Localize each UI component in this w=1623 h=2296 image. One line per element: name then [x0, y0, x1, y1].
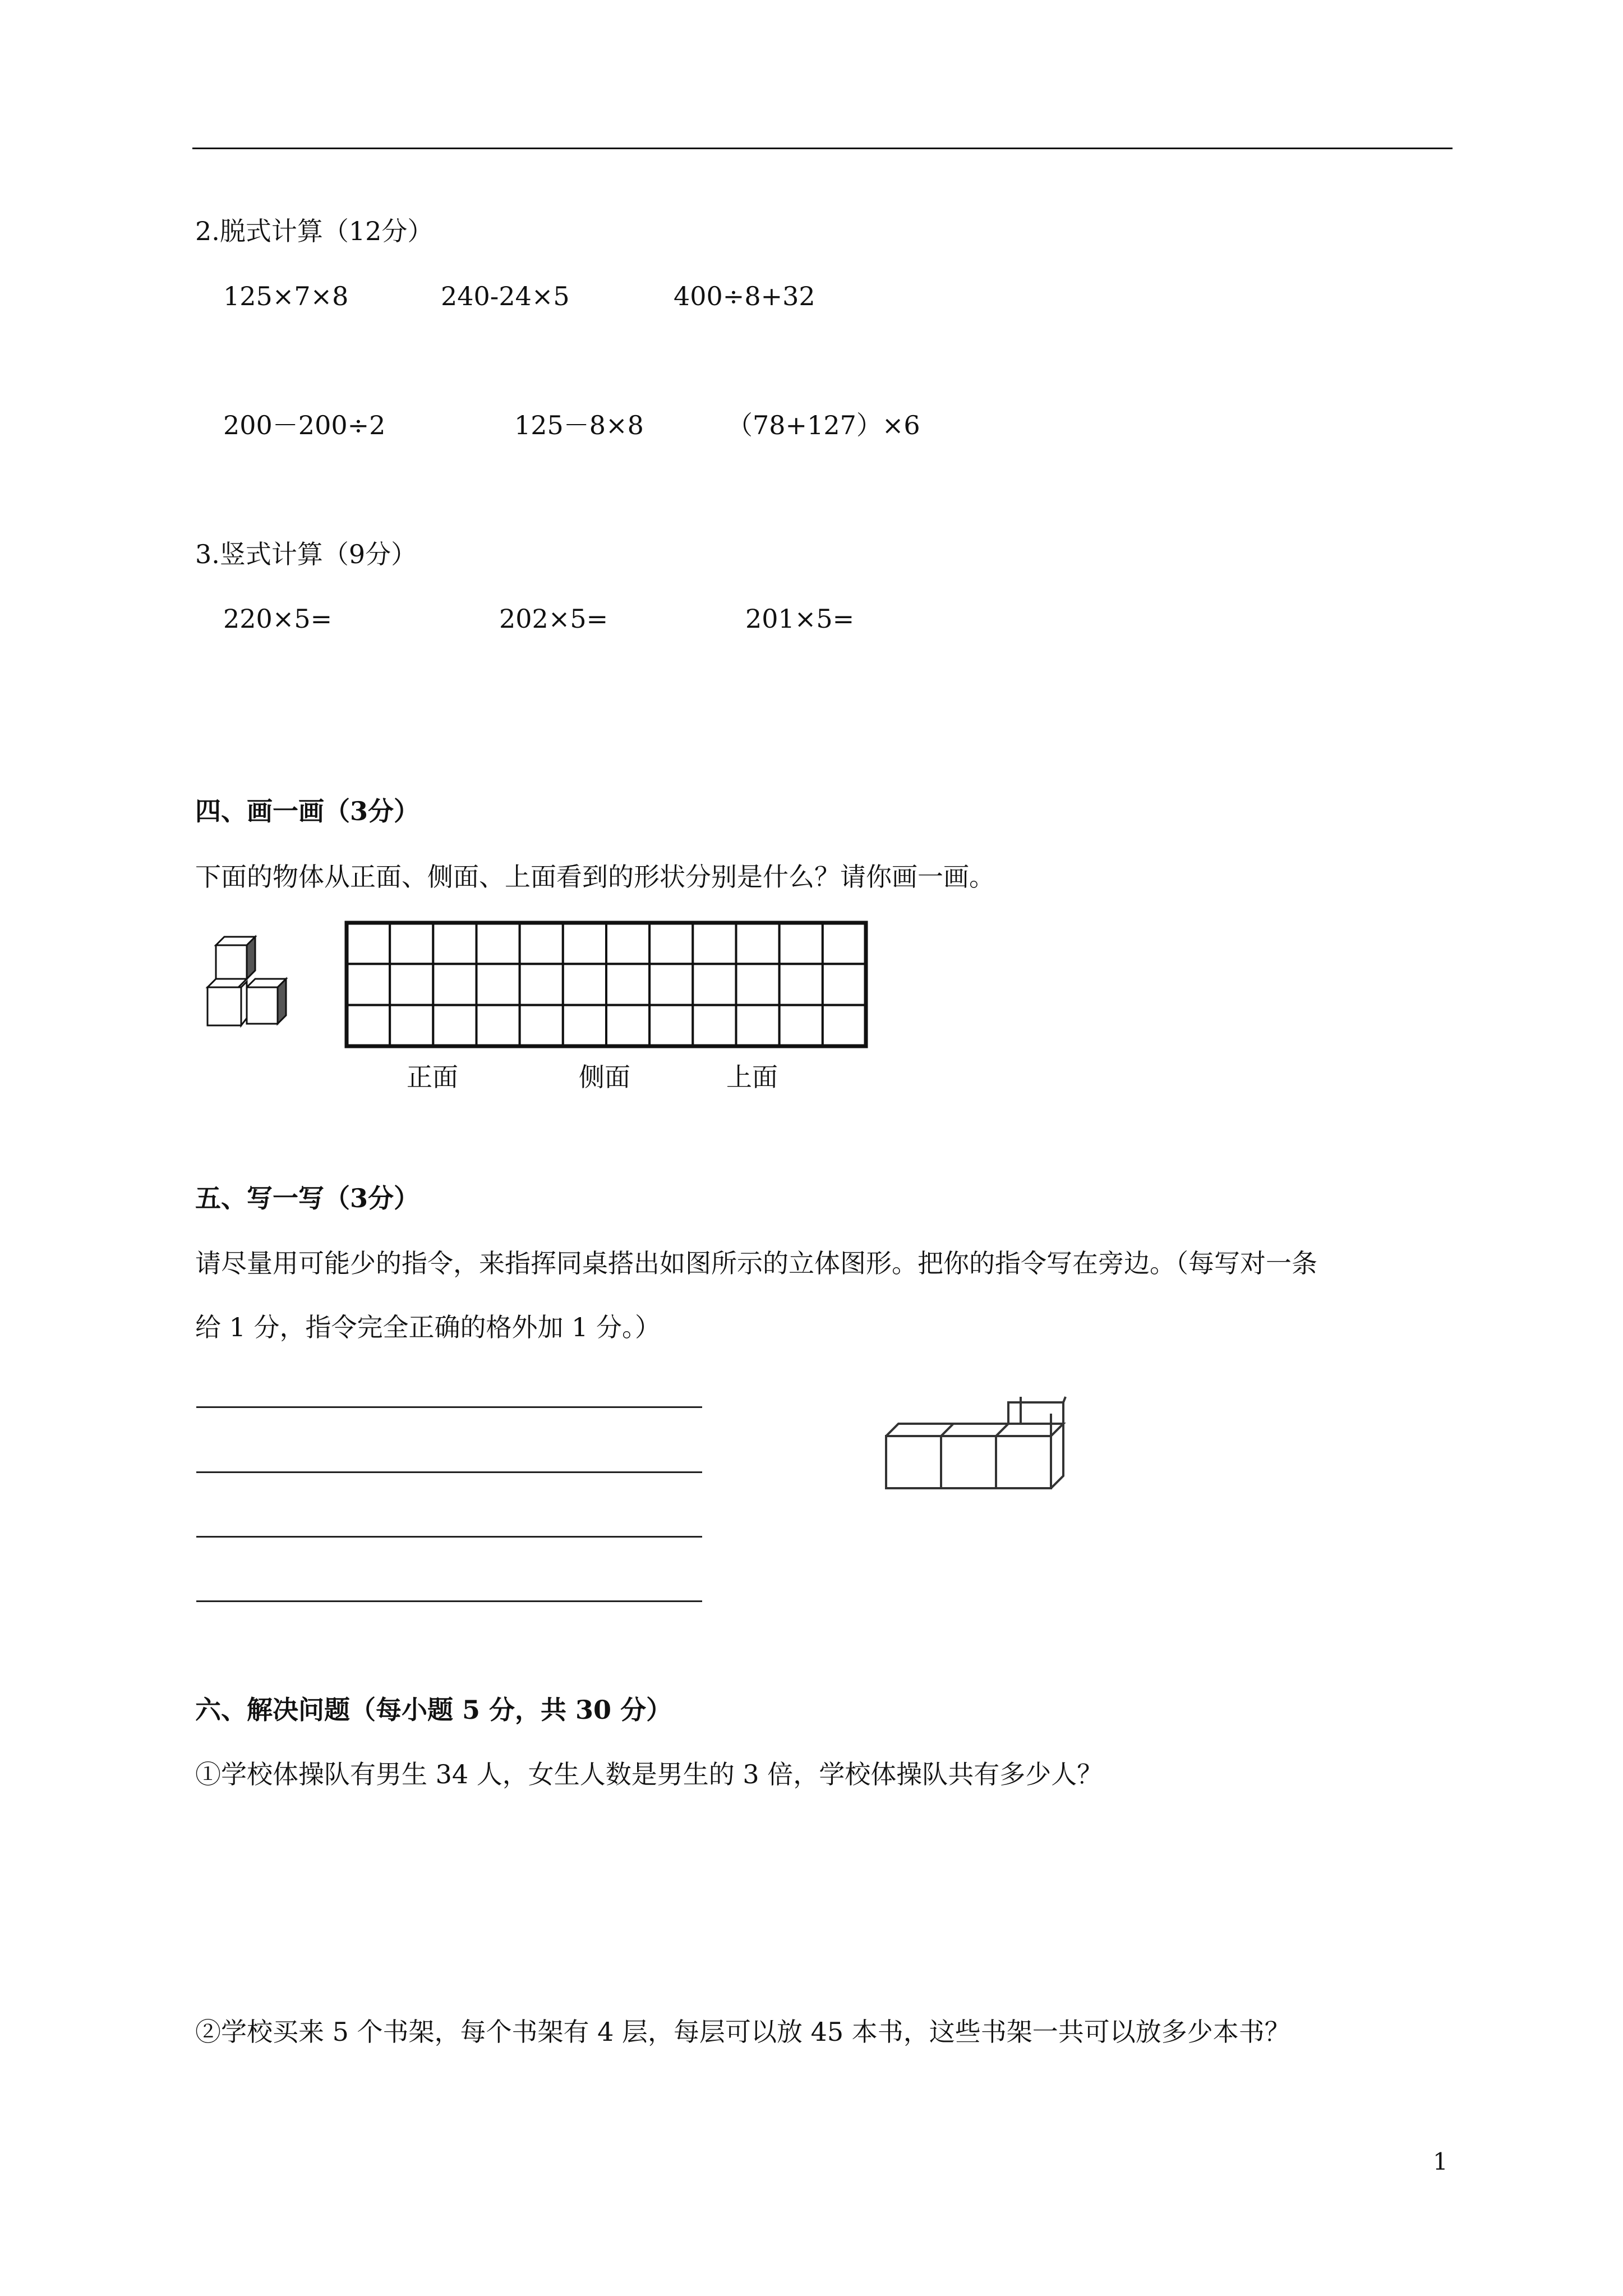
grid-cell[interactable] [433, 1005, 476, 1046]
grid-cell[interactable] [347, 1005, 390, 1046]
grid-cell[interactable] [563, 923, 606, 964]
s6-title: 六、解决问题（每小题 5 分，共 30 分） [195, 1695, 672, 1725]
s4-prompt: 下面的物体从正面、侧面、上面看到的形状分别是什么？请你画一画。 [195, 862, 995, 892]
grid-label-top: 上面 [726, 1062, 778, 1092]
s5-prompt-line1: 请尽量用可能少的指令，来指挥同桌搭出如图所示的立体图形。把你的指令写在旁边。（每写对一条 [195, 1248, 1317, 1278]
grid-cell[interactable] [780, 964, 823, 1005]
grid-label-side: 侧面 [579, 1062, 630, 1092]
grid-cell[interactable] [606, 1005, 649, 1046]
grid-cell[interactable] [477, 923, 520, 964]
q2-expr-3: 400÷8+32 [674, 281, 815, 311]
s4-title: 四、画一画（3分） [195, 796, 420, 826]
grid-cell[interactable] [823, 1005, 866, 1046]
q3-item-3: 201×5= [745, 604, 855, 634]
q2-title: 2.脱式计算（12分） [195, 216, 434, 246]
q3-item-2: 202×5= [499, 604, 608, 634]
grid-cell[interactable] [736, 923, 780, 964]
grid-cell[interactable] [390, 964, 433, 1005]
block-row-figure [880, 1397, 1077, 1492]
grid-cell[interactable] [736, 964, 780, 1005]
answer-line[interactable] [196, 1536, 702, 1538]
answer-line[interactable] [196, 1600, 702, 1602]
grid-cell[interactable] [606, 964, 649, 1005]
s5-prompt-line2: 给 1 分，指令完全正确的格外加 1 分。） [195, 1312, 661, 1342]
grid-cell[interactable] [347, 964, 390, 1005]
grid-cell[interactable] [649, 964, 693, 1005]
q2-expr-6: （78+127）×6 [727, 410, 920, 440]
q3-title: 3.竖式计算（9分） [195, 539, 417, 569]
q2-expr-1: 125×7×8 [223, 281, 349, 311]
header-rule [192, 148, 1453, 149]
answer-line[interactable] [196, 1471, 702, 1473]
grid-cell[interactable] [649, 923, 693, 964]
answer-line[interactable] [196, 1406, 702, 1408]
cube-stack-figure [202, 934, 303, 1046]
grid-cell[interactable] [693, 964, 736, 1005]
grid-cell[interactable] [390, 923, 433, 964]
grid-cell[interactable] [693, 1005, 736, 1046]
grid-cell[interactable] [823, 964, 866, 1005]
drawing-grid[interactable] [347, 923, 866, 1046]
grid-label-front: 正面 [407, 1062, 458, 1092]
q2-expr-2: 240-24×5 [441, 281, 570, 311]
grid-cell[interactable] [520, 1005, 563, 1046]
grid-cell[interactable] [433, 964, 476, 1005]
s6-problem-2: ②学校买来 5 个书架，每个书架有 4 层，每层可以放 45 本书，这些书架一共可以放多少本书？ [195, 2017, 1290, 2047]
s6-problem-1: ①学校体操队有男生 34 人，女生人数是男生的 3 倍，学校体操队共有多少人？ [195, 1759, 1103, 1789]
grid-cell[interactable] [649, 1005, 693, 1046]
grid-cell[interactable] [693, 923, 736, 964]
grid-cell[interactable] [606, 923, 649, 964]
grid-cell[interactable] [780, 1005, 823, 1046]
grid-cell[interactable] [736, 1005, 780, 1046]
page-number: 1 [1433, 2148, 1448, 2175]
grid-cell[interactable] [433, 923, 476, 964]
grid-cell[interactable] [563, 964, 606, 1005]
q3-item-1: 220×5= [223, 604, 333, 634]
grid-cell[interactable] [780, 923, 823, 964]
grid-cell[interactable] [477, 964, 520, 1005]
grid-cell[interactable] [563, 1005, 606, 1046]
grid-cell[interactable] [520, 923, 563, 964]
grid-cell[interactable] [347, 923, 390, 964]
s5-title: 五、写一写（3分） [195, 1183, 420, 1213]
grid-cell[interactable] [823, 923, 866, 964]
grid-cell[interactable] [390, 1005, 433, 1046]
grid-cell[interactable] [520, 964, 563, 1005]
grid-cell[interactable] [477, 1005, 520, 1046]
q2-expr-4: 200－200÷2 [223, 410, 386, 440]
q2-expr-5: 125－8×8 [514, 410, 644, 440]
